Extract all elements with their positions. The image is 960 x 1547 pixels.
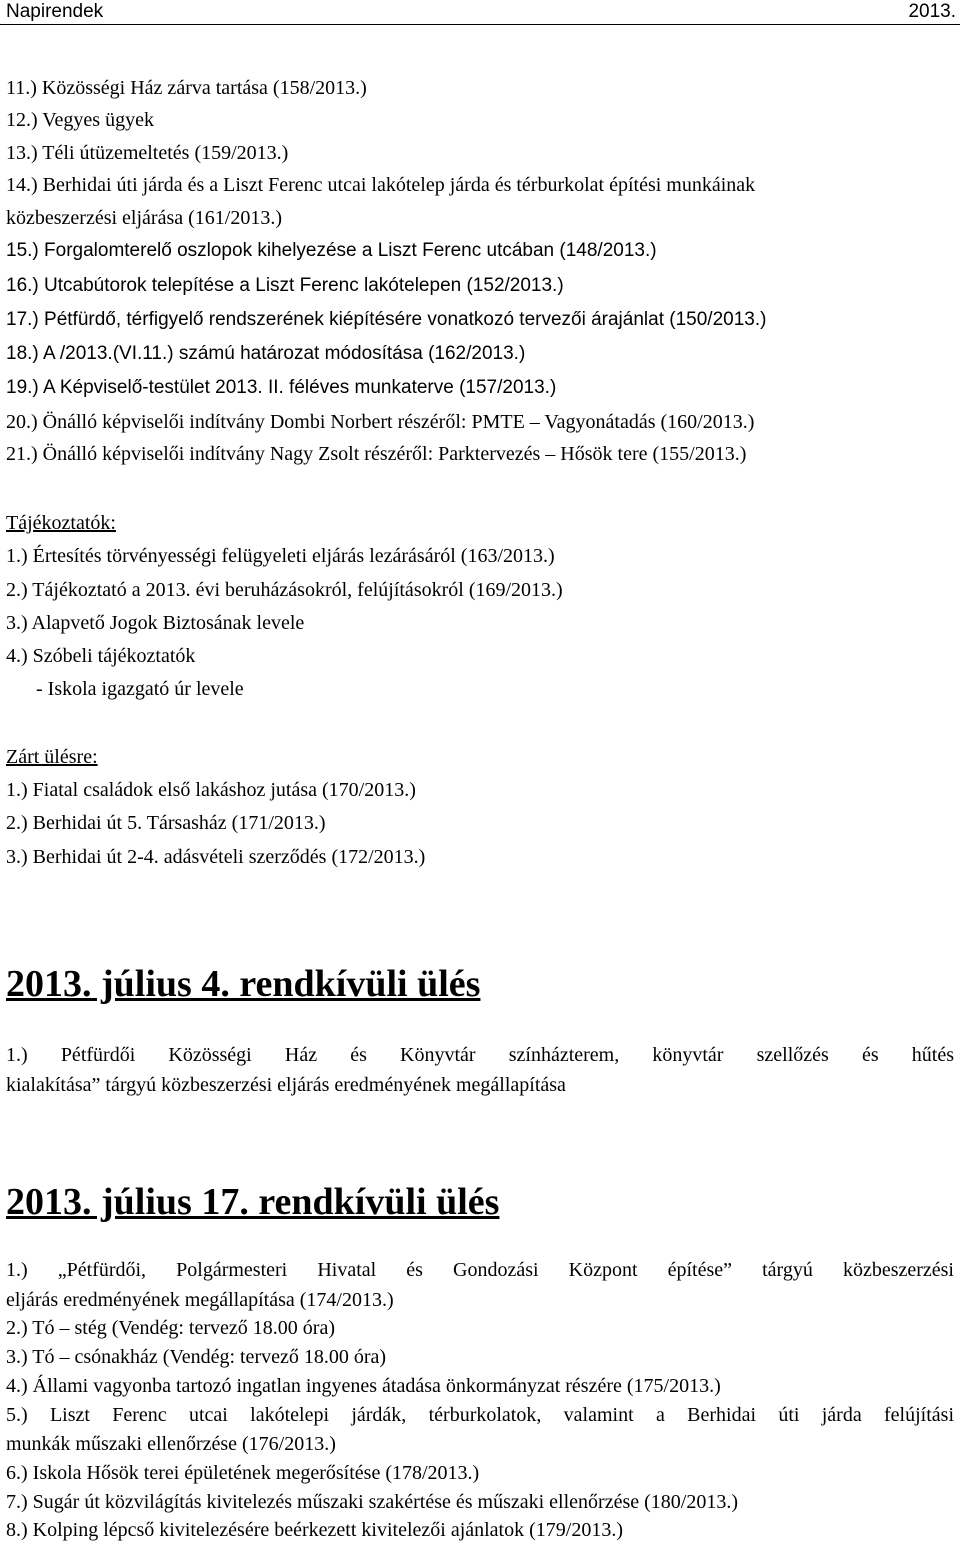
julius17-item-continuation: munkák műszaki ellenőrzése (176/2013.) xyxy=(6,1433,336,1455)
julius4-item-continuation: kialakítása” tárgyú közbeszerzési eljárás eredményének megállapítása xyxy=(6,1074,566,1096)
page-header xyxy=(0,0,960,25)
julius17-item: 4.) Állami vagyonba tartozó ingatlan ingyenes átadása önkormányzat részére (175/2013.) xyxy=(6,1375,721,1397)
julius17-item: 1.) „Pétfürdői, Polgármesteri Hivatal és Gondozási Központ építése” tárgyú közbeszerzési xyxy=(6,1259,954,1281)
agenda-item: 18.) A /2013.(VI.11.) számú határozat módosítása (162/2013.) xyxy=(6,343,526,364)
agenda-item: 20.) Önálló képviselői indítvány Dombi Norbert részéről: PMTE – Vagyonátadás (160/2013.) xyxy=(6,411,755,433)
agenda-item: 15.) Forgalomterelő oszlopok kihelyezése a Liszt Ferenc utcában (148/2013.) xyxy=(6,240,657,261)
section-heading-julius-4: 2013. július 4. rendkívüli ülés xyxy=(6,963,481,1005)
tajekoztato-item: 2.) Tájékoztató a 2013. évi beruházásokról, felújításokról (169/2013.) xyxy=(6,579,563,601)
julius17-item: 3.) Tó – csónakház (Vendég: tervező 18.00 óra) xyxy=(6,1346,387,1368)
julius17-item-continuation: eljárás eredményének megállapítása (174/2013.) xyxy=(6,1289,394,1311)
section-heading-julius-17: 2013. július 17. rendkívüli ülés xyxy=(6,1181,500,1223)
julius17-item: 5.) Liszt Ferenc utcai lakótelepi járdák, térburkolatok, valamint a Berhidai úti járda felújítási xyxy=(6,1404,954,1426)
zart-ules-item: 3.) Berhidai út 2-4. adásvételi szerződés (172/2013.) xyxy=(6,846,426,868)
tajekoztato-item: 3.) Alapvető Jogok Biztosának levele xyxy=(6,612,305,634)
julius17-item: 7.) Sugár út közvilágítás kivitelezés műszaki szakértése és műszaki ellenőrzése (180/2013.) xyxy=(6,1491,738,1513)
agenda-item: 12.) Vegyes ügyek xyxy=(6,109,154,131)
tajekoztato-item: 4.) Szóbeli tájékoztatók xyxy=(6,645,196,667)
zart-ules-item: 2.) Berhidai út 5. Társasház (171/2013.) xyxy=(6,812,326,834)
tajekoztatok-heading: Tájékoztatók: xyxy=(6,512,116,534)
zart-ules-item: 1.) Fiatal családok első lakáshoz jutása (170/2013.) xyxy=(6,779,416,801)
header-title: Napirendek xyxy=(6,1,104,22)
agenda-item: 16.) Utcabútorok telepítése a Liszt Ferenc lakótelepen (152/2013.) xyxy=(6,275,564,296)
agenda-item: 17.) Pétfürdő, térfigyelő rendszerének kiépítésére vonatkozó tervezői árajánlat (150/2013.) xyxy=(6,309,767,330)
tajekoztato-item: 1.) Értesítés törvényességi felügyeleti eljárás lezárásáról (163/2013.) xyxy=(6,545,555,567)
agenda-item: 14.) Berhidai úti járda és a Liszt Ferenc utcai lakótelep járda és térburkolat építési munkáinak xyxy=(6,174,756,196)
header-year: 2013. xyxy=(908,1,956,22)
julius17-item: 6.) Iskola Hősök terei épületének megerősítése (178/2013.) xyxy=(6,1462,480,1484)
julius17-item: 8.) Kolping lépcső kivitelezésére beérkezett kivitelezői ajánlatok (179/2013.) xyxy=(6,1519,623,1541)
agenda-item: 19.) A Képviselő-testület 2013. II. féléves munkaterve (157/2013.) xyxy=(6,377,557,398)
agenda-item: 13.) Téli útüzemeltetés (159/2013.) xyxy=(6,142,289,164)
julius4-item: 1.) Pétfürdői Közösségi Ház és Könyvtár színházterem, könyvtár szellőzés és hűtés xyxy=(6,1044,954,1066)
agenda-item: 21.) Önálló képviselői indítvány Nagy Zsolt részéről: Parktervezés – Hősök tere (155/2013.) xyxy=(6,443,747,465)
zart-ules-heading: Zárt ülésre: xyxy=(6,746,98,768)
julius17-item: 2.) Tó – stég (Vendég: tervező 18.00 óra) xyxy=(6,1317,335,1339)
agenda-item-continuation: közbeszerzési eljárása (161/2013.) xyxy=(6,207,282,229)
tajekoztato-subitem: - Iskola igazgató úr levele xyxy=(36,678,244,700)
agenda-item: 11.) Közösségi Ház zárva tartása (158/2013.) xyxy=(6,77,367,99)
